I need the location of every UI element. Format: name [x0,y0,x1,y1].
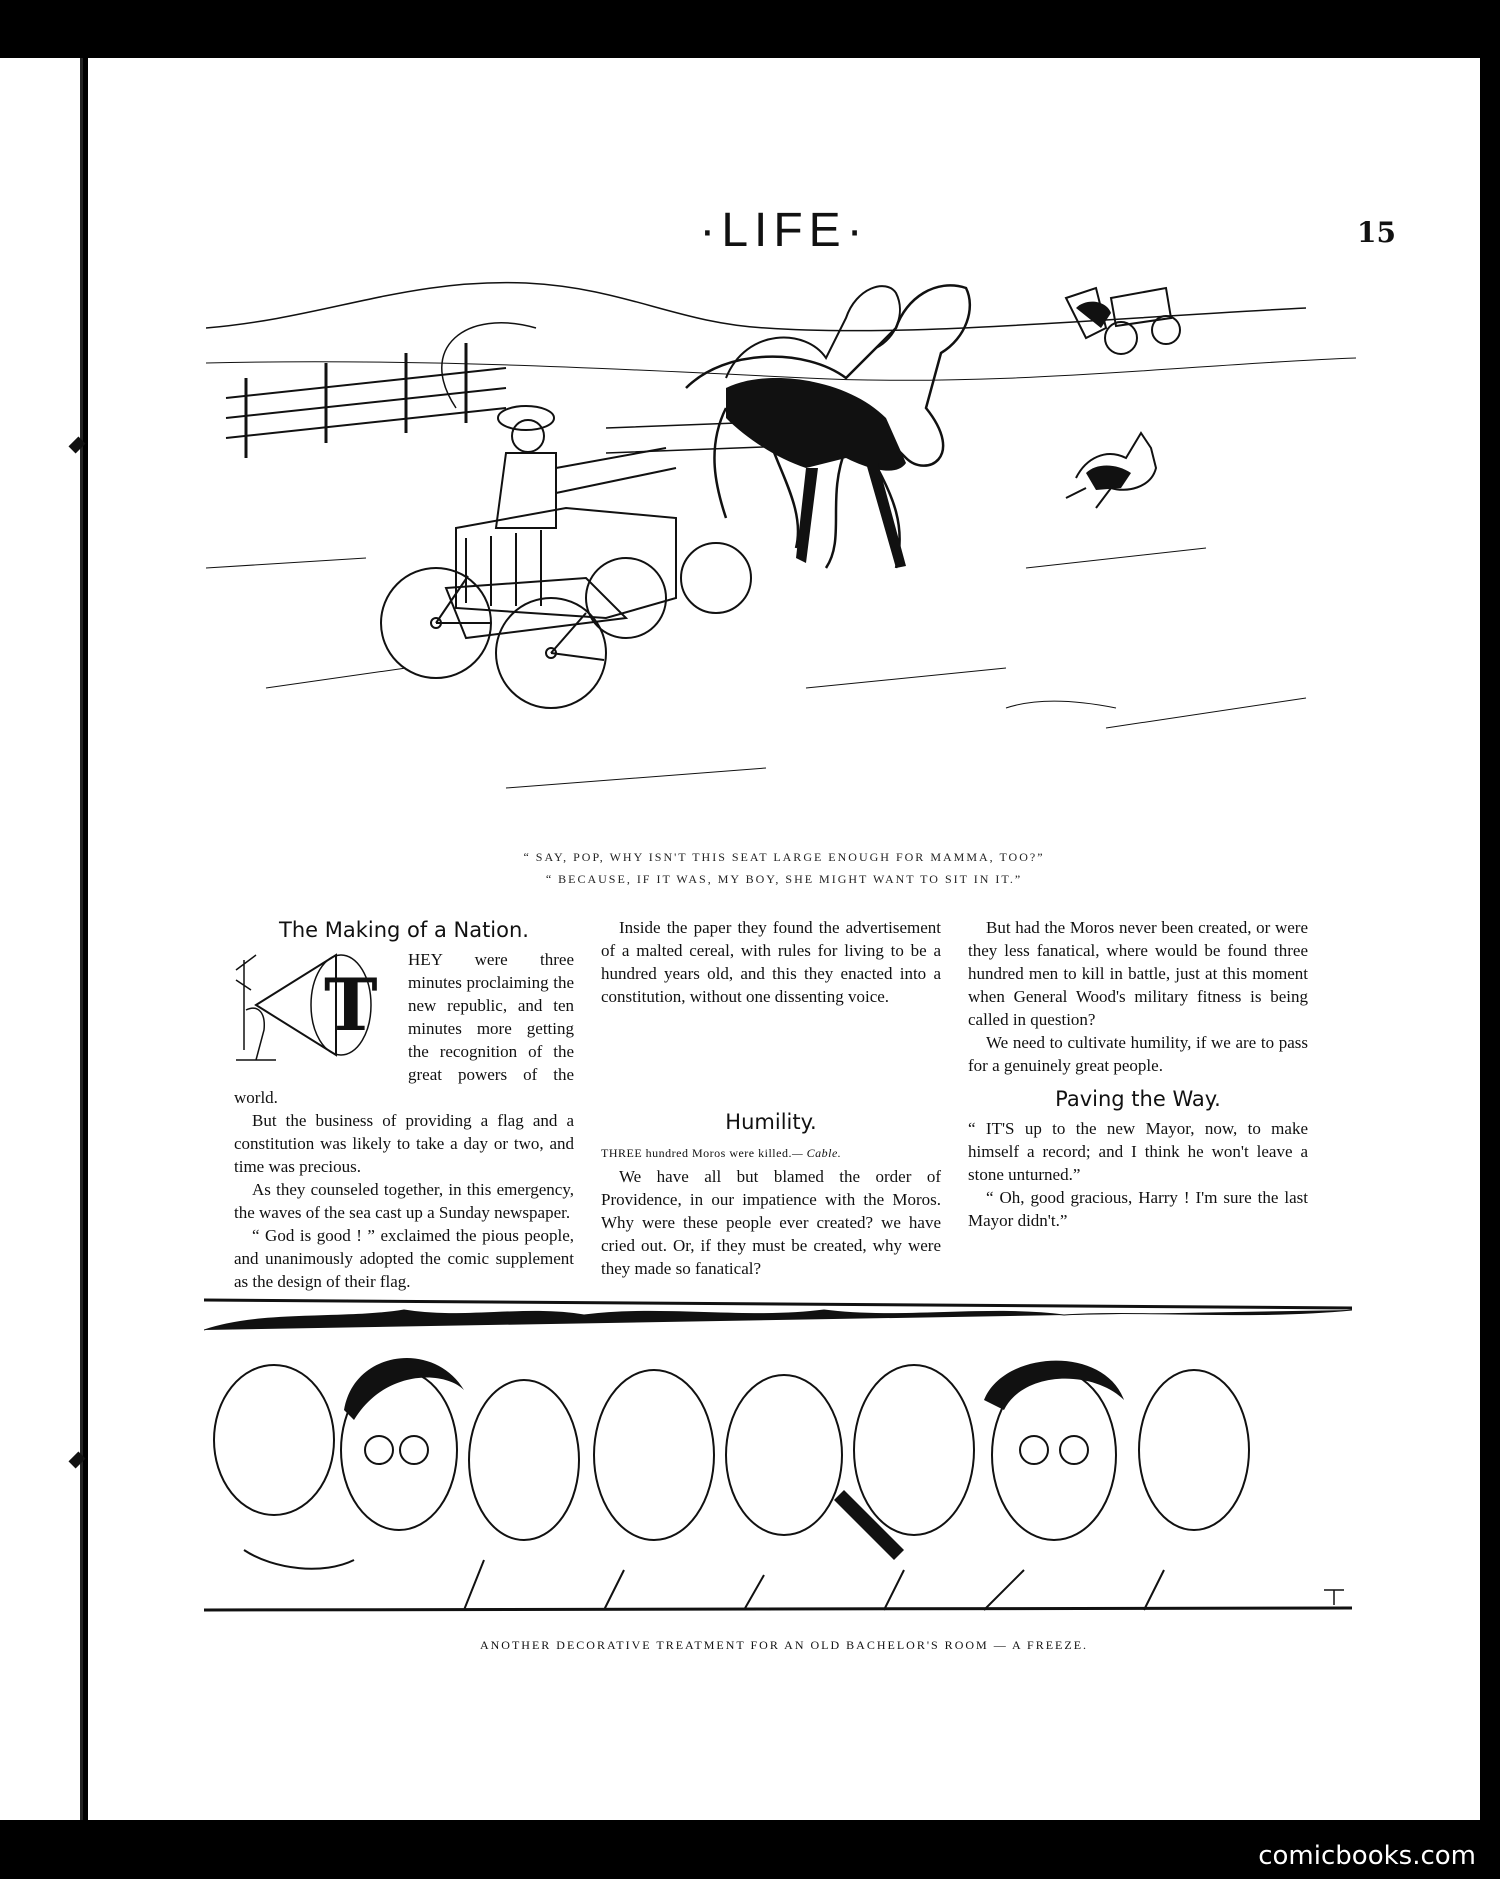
article2-paragraph: But had the Moros never been created, or were they less fanatical, where would be found three hundred men to kill in battle, just at this moment when General Wood's military fitness is being called in question? [968,918,1308,1029]
freeze-illustration [204,1290,1352,1620]
article2-paragraph: We have all but blamed the order of Providence, in our impatience with the Moros. Why were these people ever created? we have cried out. Or, if they must be created, why were they made so fanatical? [601,1167,941,1278]
article1-paragraph: But the business of providing a flag and a constitution was likely to take a day or two, and time was precious. [234,1111,574,1176]
article-title-paving-the-way: Paving the Way. [1055,1087,1221,1111]
masthead: ·LIFE· [699,204,869,257]
article2-lead: THREE hundred Moros were killed. [601,1146,792,1160]
spine-mark [69,437,86,454]
article1-paragraph: “ God is good ! ” exclaimed the pious people, and unanimously adopted the comic supplement as the design of their flag. [234,1226,574,1291]
carriage-illustration [206,268,1376,828]
magazine-page [88,58,1480,1820]
freeze-caption: ANOTHER DECORATIVE TREATMENT FOR AN OLD BACHELOR'S ROOM — A FREEZE. [479,1638,1089,1652]
page-number: 15 [1357,216,1396,249]
article1-paragraph: As they counseled together, in this emergency, the waves of the sea cast up a Sunday newspaper. [234,1180,574,1222]
spine-mark [69,1452,86,1469]
article1-paragraph: HEY were three minutes proclaiming the new republic, and ten minutes more getting the recognition of the great powers of the world. [234,950,574,1107]
dropcap-letter: T [324,962,378,1047]
left-page-edge [0,58,83,1820]
column-1 [234,916,574,1293]
article-title-humility: Humility. [725,1110,817,1134]
illustration-caption-line1: “ SAY, POP, WHY ISN'T THIS SEAT LARGE ENOUGH FOR MAMMA, TOO?” [523,850,1045,864]
article3-paragraph: “ Oh, good gracious, Harry ! I'm sure the last Mayor didn't.” [968,1188,1308,1230]
watermark: comicbooks.com [1258,1841,1476,1871]
article3-paragraph: “ IT'S up to the new Mayor, now, to make himself a record; and I think he won't leave a stone unturned.” [968,1119,1308,1184]
dropcap-illustration [226,950,402,1068]
article2-source: — Cable. [791,1146,842,1160]
article2-paragraph: We need to cultivate humility, if we are to pass for a genuinely great people. [968,1033,1308,1075]
illustration-caption-line2: “ BECAUSE, IF IT WAS, MY BOY, SHE MIGHT WANT TO SIT IN IT.” [545,872,1023,886]
article1-paragraph: Inside the paper they found the advertisement of a malted cereal, with rules for living to be a hundred years old, and this they enacted into a constitution, without one dissenting voice. [601,918,941,1006]
article-title-making-of-a-nation: The Making of a Nation. [279,918,529,942]
column-3 [968,916,1308,1232]
column-2 [601,916,941,1280]
